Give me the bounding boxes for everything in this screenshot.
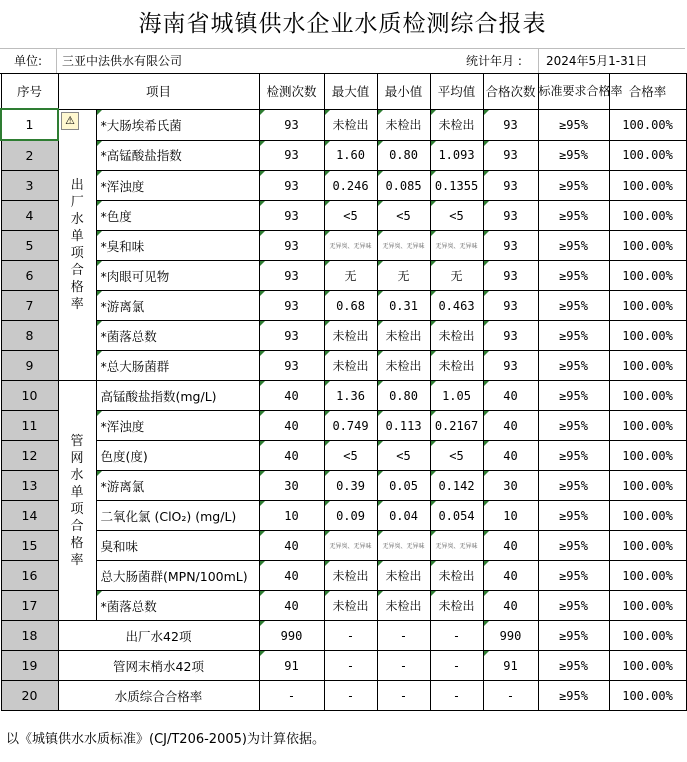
cell-std[interactable]: ≥95% bbox=[538, 621, 609, 651]
cell-pass[interactable]: 30 bbox=[483, 471, 538, 501]
table-row bbox=[1, 591, 686, 621]
table-row bbox=[1, 321, 686, 351]
cell-pass[interactable]: 93 bbox=[483, 351, 538, 381]
cell-pass[interactable]: 91 bbox=[483, 651, 538, 681]
cell-pass[interactable]: 93 bbox=[483, 291, 538, 321]
cell-avg[interactable]: <5 bbox=[430, 201, 483, 231]
cell-max[interactable]: 0.68 bbox=[324, 291, 377, 321]
cell-max[interactable]: 未检出 bbox=[324, 591, 377, 621]
cell-count[interactable]: 91 bbox=[259, 651, 324, 681]
cell-avg[interactable]: 未检出 bbox=[430, 109, 483, 140]
cell-rate[interactable]: 100.00% bbox=[609, 411, 686, 441]
cell-std[interactable]: ≥95% bbox=[538, 411, 609, 441]
cell-min[interactable]: 0.31 bbox=[377, 291, 430, 321]
cell-rate[interactable]: 100.00% bbox=[609, 471, 686, 501]
report-info-line bbox=[0, 48, 685, 74]
row-number[interactable]: 2 bbox=[1, 140, 58, 171]
cell-min[interactable]: 0.085 bbox=[377, 171, 430, 201]
cell-rate[interactable]: 100.00% bbox=[609, 109, 686, 140]
header-item: 项目 bbox=[58, 74, 259, 110]
cell-std[interactable]: ≥95% bbox=[538, 651, 609, 681]
cell-pass[interactable]: 93 bbox=[483, 231, 538, 261]
header-avg: 平均值 bbox=[430, 74, 483, 110]
cell-pass[interactable]: 40 bbox=[483, 531, 538, 561]
cell-std[interactable]: ≥95% bbox=[538, 321, 609, 351]
cell-count[interactable]: 10 bbox=[259, 501, 324, 531]
cell-rate[interactable]: 100.00% bbox=[609, 201, 686, 231]
cell-pass[interactable]: 40 bbox=[483, 591, 538, 621]
table-row bbox=[1, 471, 686, 501]
row-number[interactable]: 16 bbox=[1, 561, 58, 591]
cell-max[interactable]: 0.09 bbox=[324, 501, 377, 531]
row-number[interactable]: 17 bbox=[1, 591, 58, 621]
row-number[interactable]: 4 bbox=[1, 201, 58, 231]
table-row bbox=[1, 201, 686, 231]
unit-label: 单位: bbox=[14, 54, 43, 68]
cell-min[interactable]: 无 bbox=[377, 261, 430, 291]
cell-max[interactable]: 无异臭、无异味 bbox=[324, 231, 377, 261]
cell-rate[interactable]: 100.00% bbox=[609, 140, 686, 171]
cell-item[interactable]: *游离氯 bbox=[96, 291, 259, 321]
row-number[interactable]: 18 bbox=[1, 621, 58, 651]
cell-min[interactable]: 未检出 bbox=[377, 351, 430, 381]
row-number[interactable]: 20 bbox=[1, 681, 58, 711]
header-row bbox=[1, 74, 686, 110]
cell-min[interactable]: 0.113 bbox=[377, 411, 430, 441]
cell-avg[interactable]: 未检出 bbox=[430, 591, 483, 621]
cell-avg[interactable]: 0.054 bbox=[430, 501, 483, 531]
cell-count[interactable]: - bbox=[259, 681, 324, 711]
table-row bbox=[1, 171, 686, 201]
cell-avg[interactable]: 0.463 bbox=[430, 291, 483, 321]
cell-std[interactable]: ≥95% bbox=[538, 441, 609, 471]
cell-count[interactable]: 40 bbox=[259, 591, 324, 621]
cell-avg[interactable]: 1.05 bbox=[430, 381, 483, 411]
cell-std[interactable]: ≥95% bbox=[538, 591, 609, 621]
cell-rate[interactable]: 100.00% bbox=[609, 651, 686, 681]
cell-rate[interactable]: 100.00% bbox=[609, 531, 686, 561]
row-number[interactable]: 10 bbox=[1, 381, 58, 411]
summary-row bbox=[1, 651, 686, 681]
cell-std[interactable]: ≥95% bbox=[538, 531, 609, 561]
cell-min[interactable]: 无异臭、无异味 bbox=[377, 531, 430, 561]
cell-max[interactable]: 未检出 bbox=[324, 351, 377, 381]
cell-min[interactable]: 未检出 bbox=[377, 561, 430, 591]
cell-item[interactable]: 高锰酸盐指数(mg/L) bbox=[96, 381, 259, 411]
table-row bbox=[1, 531, 686, 561]
cell-pass[interactable]: 93 bbox=[483, 140, 538, 171]
cell-rate[interactable]: 100.00% bbox=[609, 621, 686, 651]
cell-avg[interactable]: - bbox=[430, 651, 483, 681]
row-number[interactable]: 1 bbox=[1, 109, 58, 140]
cell-min[interactable]: 0.80 bbox=[377, 381, 430, 411]
period-value: 2024年5月1-31日 bbox=[546, 54, 648, 68]
row-number[interactable]: 9 bbox=[1, 351, 58, 381]
cell-min[interactable]: 无异臭、无异味 bbox=[377, 231, 430, 261]
cell-count[interactable]: 93 bbox=[259, 291, 324, 321]
row-number[interactable]: 3 bbox=[1, 171, 58, 201]
cell-max[interactable]: 0.246 bbox=[324, 171, 377, 201]
period-label: 统计年月 : bbox=[466, 54, 522, 68]
table-row bbox=[1, 261, 686, 291]
cell-max[interactable]: 未检出 bbox=[324, 109, 377, 140]
cell-count[interactable]: 93 bbox=[259, 261, 324, 291]
table-row bbox=[1, 441, 686, 471]
cell-rate[interactable]: 100.00% bbox=[609, 681, 686, 711]
cell-rate[interactable]: 100.00% bbox=[609, 501, 686, 531]
table-row bbox=[1, 231, 686, 261]
group-label-text: 管网水单项合格率 bbox=[70, 433, 84, 568]
cell-min[interactable]: 0.04 bbox=[377, 501, 430, 531]
cell-count[interactable]: 40 bbox=[259, 411, 324, 441]
cell-avg[interactable]: 未检出 bbox=[430, 561, 483, 591]
cell-avg[interactable]: 无 bbox=[430, 261, 483, 291]
cell-count[interactable]: 93 bbox=[259, 140, 324, 171]
cell-std[interactable]: ≥95% bbox=[538, 471, 609, 501]
table-row bbox=[1, 291, 686, 321]
cell-pass[interactable]: 93 bbox=[483, 321, 538, 351]
report-title: 海南省城镇供水企业水质检测综合报表 bbox=[138, 11, 547, 37]
row-number[interactable]: 12 bbox=[1, 441, 58, 471]
table-row bbox=[1, 109, 686, 140]
row-number[interactable]: 7 bbox=[1, 291, 58, 321]
cell-max[interactable]: 无 bbox=[324, 261, 377, 291]
cell-std[interactable]: ≥95% bbox=[538, 561, 609, 591]
cell-std[interactable]: ≥95% bbox=[538, 381, 609, 411]
cell-count[interactable]: 93 bbox=[259, 109, 324, 140]
cell-rate[interactable]: 100.00% bbox=[609, 261, 686, 291]
cell-item[interactable]: *菌落总数 bbox=[96, 321, 259, 351]
cell-item[interactable]: *肉眼可见物 bbox=[96, 261, 259, 291]
cell-item[interactable]: *菌落总数 bbox=[96, 591, 259, 621]
cell-count[interactable]: 990 bbox=[259, 621, 324, 651]
table-row bbox=[1, 561, 686, 591]
cell-item[interactable]: *臭和味 bbox=[96, 231, 259, 261]
table-row bbox=[1, 411, 686, 441]
cell-rate[interactable]: 100.00% bbox=[609, 291, 686, 321]
warning-icon[interactable]: ⚠ bbox=[61, 112, 79, 130]
cell-item[interactable]: 臭和味 bbox=[96, 531, 259, 561]
summary-row bbox=[1, 681, 686, 711]
cell-avg[interactable]: 无异臭、无异味 bbox=[430, 231, 483, 261]
cell-count[interactable]: 93 bbox=[259, 231, 324, 261]
cell-std[interactable]: ≥95% bbox=[538, 171, 609, 201]
cell-std[interactable]: ≥95% bbox=[538, 231, 609, 261]
cell-max[interactable]: 0.749 bbox=[324, 411, 377, 441]
cell-pass[interactable]: 93 bbox=[483, 261, 538, 291]
summary-row bbox=[1, 621, 686, 651]
cell-pass[interactable]: 40 bbox=[483, 561, 538, 591]
cell-avg[interactable]: - bbox=[430, 681, 483, 711]
cell-min[interactable]: <5 bbox=[377, 201, 430, 231]
header-count: 检测次数 bbox=[259, 74, 324, 110]
cell-std[interactable]: ≥95% bbox=[538, 291, 609, 321]
header-pass-rate: 合格率 bbox=[609, 74, 686, 110]
cell-max[interactable]: 1.36 bbox=[324, 381, 377, 411]
cell-item[interactable]: *大肠埃希氏菌 bbox=[96, 109, 259, 140]
cell-avg[interactable]: 0.1355 bbox=[430, 171, 483, 201]
cell-item[interactable]: 二氧化氯 (ClO₂) (mg/L) bbox=[96, 501, 259, 531]
cell-pass[interactable]: 40 bbox=[483, 381, 538, 411]
cell-count[interactable]: 93 bbox=[259, 201, 324, 231]
cell-avg[interactable]: 未检出 bbox=[430, 321, 483, 351]
header-seq: 序号 bbox=[1, 74, 58, 110]
cell-count[interactable]: 93 bbox=[259, 321, 324, 351]
cell-rate[interactable]: 100.00% bbox=[609, 591, 686, 621]
cell-item[interactable]: 水质综合合格率 bbox=[58, 681, 259, 711]
cell-item[interactable]: *色度 bbox=[96, 201, 259, 231]
row-number[interactable]: 8 bbox=[1, 321, 58, 351]
cell-count[interactable]: 30 bbox=[259, 471, 324, 501]
cell-max[interactable]: - bbox=[324, 651, 377, 681]
cell-max[interactable]: <5 bbox=[324, 201, 377, 231]
cell-min[interactable]: 未检出 bbox=[377, 591, 430, 621]
cell-min[interactable]: - bbox=[377, 651, 430, 681]
cell-rate[interactable]: 100.00% bbox=[609, 321, 686, 351]
cell-max[interactable]: - bbox=[324, 621, 377, 651]
cell-pass[interactable]: - bbox=[483, 681, 538, 711]
cell-std[interactable]: ≥95% bbox=[538, 351, 609, 381]
table-row bbox=[1, 381, 686, 411]
header-min: 最小值 bbox=[377, 74, 430, 110]
cell-max[interactable]: 未检出 bbox=[324, 561, 377, 591]
cell-min[interactable]: - bbox=[377, 681, 430, 711]
water-quality-table bbox=[0, 73, 687, 711]
cell-avg[interactable]: 0.142 bbox=[430, 471, 483, 501]
row-number[interactable]: 5 bbox=[1, 231, 58, 261]
row-number[interactable]: 14 bbox=[1, 501, 58, 531]
group-label-network bbox=[58, 381, 96, 621]
footer-note: 以《城镇供水水质标准》(CJ/T206-2005)为计算依据。 bbox=[6, 732, 325, 747]
cell-std[interactable]: ≥95% bbox=[538, 109, 609, 140]
table-row bbox=[1, 351, 686, 381]
cell-item[interactable]: *浑浊度 bbox=[96, 411, 259, 441]
cell-rate[interactable]: 100.00% bbox=[609, 381, 686, 411]
cell-pass[interactable]: 93 bbox=[483, 171, 538, 201]
cell-min[interactable]: - bbox=[377, 621, 430, 651]
cell-min[interactable]: 0.05 bbox=[377, 471, 430, 501]
cell-item[interactable]: *高锰酸盐指数 bbox=[96, 140, 259, 171]
cell-max[interactable]: 无异臭、无异味 bbox=[324, 531, 377, 561]
cell-min[interactable]: 0.80 bbox=[377, 140, 430, 171]
cell-pass[interactable]: 40 bbox=[483, 411, 538, 441]
cell-rate[interactable]: 100.00% bbox=[609, 351, 686, 381]
cell-avg[interactable]: - bbox=[430, 621, 483, 651]
cell-item[interactable]: *总大肠菌群 bbox=[96, 351, 259, 381]
cell-pass[interactable]: 990 bbox=[483, 621, 538, 651]
cell-count[interactable]: 93 bbox=[259, 171, 324, 201]
cell-avg[interactable]: 0.2167 bbox=[430, 411, 483, 441]
row-number[interactable]: 15 bbox=[1, 531, 58, 561]
group-label-factory bbox=[58, 109, 96, 381]
row-number[interactable]: 11 bbox=[1, 411, 58, 441]
cell-pass[interactable]: 40 bbox=[483, 441, 538, 471]
cell-rate[interactable]: 100.00% bbox=[609, 441, 686, 471]
cell-avg[interactable]: 1.093 bbox=[430, 140, 483, 171]
header-max: 最大值 bbox=[324, 74, 377, 110]
header-pass-count: 合格次数 bbox=[483, 74, 538, 110]
cell-rate[interactable]: 100.00% bbox=[609, 171, 686, 201]
cell-item[interactable]: 总大肠菌群(MPN/100mL) bbox=[96, 561, 259, 591]
cell-avg[interactable]: 未检出 bbox=[430, 351, 483, 381]
cell-rate[interactable]: 100.00% bbox=[609, 561, 686, 591]
cell-item[interactable]: 管网末梢水42项 bbox=[58, 651, 259, 681]
table-row bbox=[1, 501, 686, 531]
cell-count[interactable]: 40 bbox=[259, 381, 324, 411]
cell-item[interactable]: 色度(度) bbox=[96, 441, 259, 471]
table-row bbox=[1, 140, 686, 171]
cell-max[interactable]: 未检出 bbox=[324, 321, 377, 351]
cell-min[interactable]: 未检出 bbox=[377, 321, 430, 351]
cell-max[interactable]: 1.60 bbox=[324, 140, 377, 171]
cell-pass[interactable]: 10 bbox=[483, 501, 538, 531]
row-number[interactable]: 6 bbox=[1, 261, 58, 291]
cell-min[interactable]: 未检出 bbox=[377, 109, 430, 140]
cell-avg[interactable]: 无异臭、无异味 bbox=[430, 531, 483, 561]
cell-rate[interactable]: 100.00% bbox=[609, 231, 686, 261]
cell-item[interactable]: *游离氯 bbox=[96, 471, 259, 501]
cell-max[interactable]: 0.39 bbox=[324, 471, 377, 501]
cell-count[interactable]: 40 bbox=[259, 561, 324, 591]
cell-item[interactable]: 出厂水42项 bbox=[58, 621, 259, 651]
cell-avg[interactable]: <5 bbox=[430, 441, 483, 471]
cell-std[interactable]: ≥95% bbox=[538, 501, 609, 531]
cell-item[interactable]: *浑浊度 bbox=[96, 171, 259, 201]
row-number[interactable]: 13 bbox=[1, 471, 58, 501]
cell-pass[interactable]: 93 bbox=[483, 109, 538, 140]
cell-std[interactable]: ≥95% bbox=[538, 681, 609, 711]
cell-count[interactable]: 40 bbox=[259, 531, 324, 561]
cell-count[interactable]: 93 bbox=[259, 351, 324, 381]
cell-max[interactable]: <5 bbox=[324, 441, 377, 471]
unit-value: 三亚中法供水有限公司 bbox=[62, 54, 183, 68]
cell-count[interactable]: 40 bbox=[259, 441, 324, 471]
cell-pass[interactable]: 93 bbox=[483, 201, 538, 231]
cell-std[interactable]: ≥95% bbox=[538, 140, 609, 171]
row-number[interactable]: 19 bbox=[1, 651, 58, 681]
cell-max[interactable]: - bbox=[324, 681, 377, 711]
cell-std[interactable]: ≥95% bbox=[538, 261, 609, 291]
header-standard: 标准要求合格率 bbox=[538, 74, 609, 110]
cell-std[interactable]: ≥95% bbox=[538, 201, 609, 231]
cell-min[interactable]: <5 bbox=[377, 441, 430, 471]
group-label-text: 出厂水单项合格率 bbox=[70, 177, 84, 312]
